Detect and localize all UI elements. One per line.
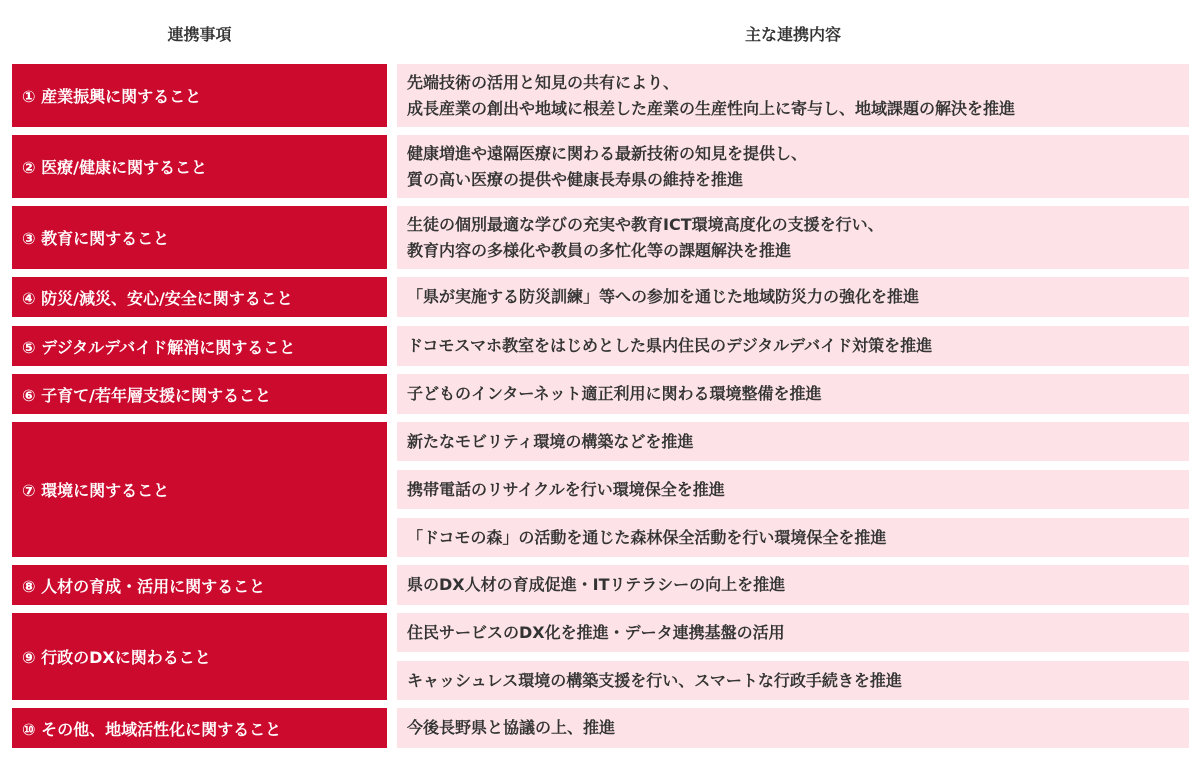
category-cell: ⑦ 環境に関すること <box>12 422 387 557</box>
content-line: 県のDX人材の育成促進・ITリテラシーの向上を推進 <box>407 575 786 594</box>
content-cell <box>397 661 1189 700</box>
content-line: 質の高い医療の提供や健康長寿県の維持を推進 <box>407 169 744 189</box>
category-cell: ③ 教育に関すること <box>12 206 387 269</box>
table-row <box>12 565 1189 605</box>
category-cell: ① 産業振興に関すること <box>12 64 387 127</box>
content-cells <box>397 613 1189 700</box>
content-line: ドコモスマホ教室をはじめとした県内住民のデジタルデバイド対策を推進 <box>407 336 933 355</box>
content-line: 「県が実施する防災訓練」等への参加を通じた地域防災力の強化を推進 <box>407 287 920 306</box>
content-cell <box>397 64 1189 127</box>
content-cells <box>397 708 1189 748</box>
content-line: 成長産業の創出や地域に根差した産業の生産性向上に寄与し、地域課題の解決を推進 <box>407 98 1016 118</box>
table-row <box>12 277 1189 317</box>
content-cell <box>397 613 1189 652</box>
table-row <box>12 708 1189 748</box>
content-cells <box>397 422 1189 557</box>
content-line: キャッシュレス環境の構築支援を行い、スマートな行政手続きを推進 <box>407 670 902 690</box>
content-cells <box>397 374 1189 414</box>
content-cell <box>397 565 1189 605</box>
content-cells <box>397 64 1189 127</box>
content-cell <box>397 518 1189 557</box>
category-cell: ⑩ その他、地域活性化に関すること <box>12 708 387 748</box>
content-line: 今後長野県と協議の上、推進 <box>407 718 616 737</box>
table-row <box>12 374 1189 414</box>
content-line: 住民サービスのDX化を推進・データ連携基盤の活用 <box>407 622 785 642</box>
table-row <box>12 422 1189 557</box>
content-cells <box>397 565 1189 605</box>
content-line: 新たなモビリティ環境の構築などを推進 <box>407 431 694 451</box>
content-cells <box>397 206 1189 269</box>
category-cell: ⑧ 人材の育成・活用に関すること <box>12 565 387 605</box>
content-cells <box>397 277 1189 317</box>
table-row <box>12 326 1189 366</box>
category-cell: ④ 防災/減災、安心/安全に関すること <box>12 277 387 317</box>
content-cells <box>397 326 1189 366</box>
content-cell <box>397 422 1189 461</box>
content-cell <box>397 708 1189 748</box>
table-row <box>12 64 1189 127</box>
content-cell <box>397 470 1189 509</box>
content-cell <box>397 277 1189 317</box>
content-cell <box>397 135 1189 198</box>
content-line: 生徒の個別最適な学びの充実や教育ICT環境高度化の支援を行い、 <box>407 214 884 234</box>
category-cell: ⑨ 行政のDXに関わること <box>12 613 387 700</box>
table-row <box>12 135 1189 198</box>
category-cell: ⑥ 子育て/若年層支援に関すること <box>12 374 387 414</box>
table-row <box>12 206 1189 269</box>
content-cells <box>397 135 1189 198</box>
content-cell <box>397 374 1189 414</box>
header-category: 連携事項 <box>167 25 232 44</box>
header-content: 主な連携内容 <box>744 25 841 44</box>
content-line: 「ドコモの森」の活動を通じた森林保全活動を行い環境保全を推進 <box>407 527 887 547</box>
content-cell <box>397 326 1189 366</box>
content-line: 先端技術の活用と知見の共有により、 <box>407 72 680 92</box>
content-cell <box>397 206 1189 269</box>
category-cell: ② 医療/健康に関すること <box>12 135 387 198</box>
content-line: 子どものインターネット適正利用に関わる環境整備を推進 <box>407 384 822 403</box>
content-line: 携帯電話のリサイクルを行い環境保全を推進 <box>407 479 725 499</box>
category-cell: ⑤ デジタルデバイド解消に関すること <box>12 326 387 366</box>
table-row <box>12 613 1189 700</box>
content-line: 教育内容の多様化や教員の多忙化等の課題解決を推進 <box>407 240 792 260</box>
content-line: 健康増進や遠隔医療に関わる最新技術の知見を提供し、 <box>407 143 808 163</box>
